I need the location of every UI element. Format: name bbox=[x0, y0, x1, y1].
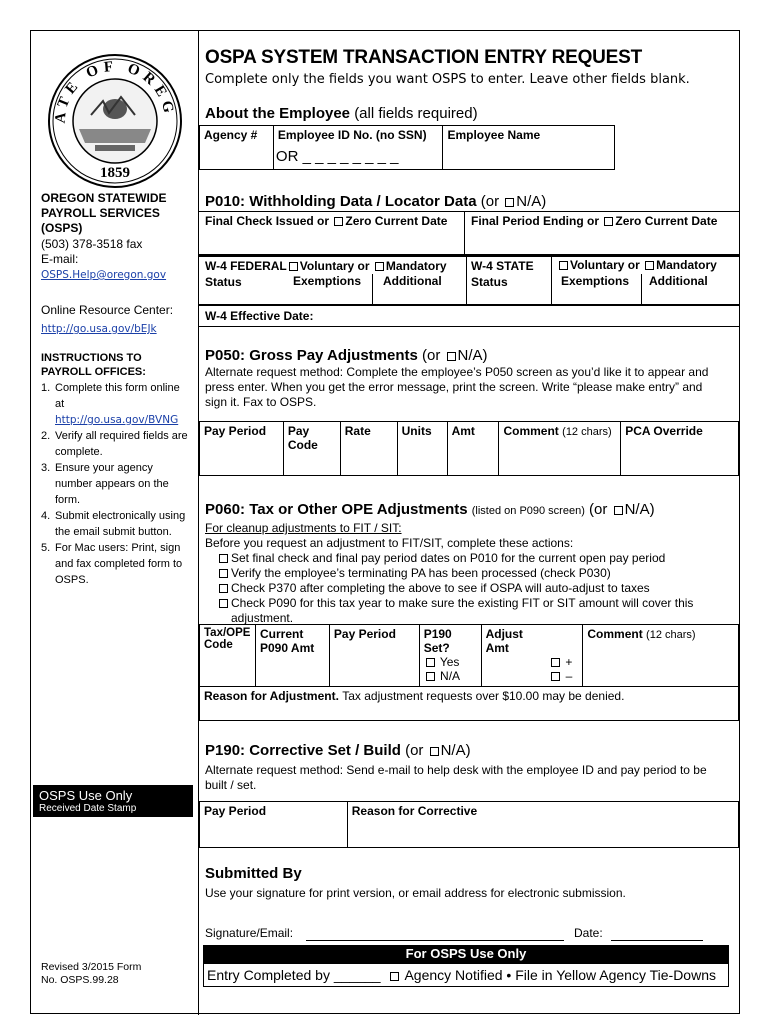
reason-for-adjustment-field[interactable]: Reason for Adjustment. Tax adjustment requests over $10.00 may be denied. bbox=[200, 687, 739, 721]
p050-pay-period-field[interactable]: Pay Period bbox=[200, 422, 284, 476]
p060-pay-period-field[interactable]: Pay Period bbox=[329, 625, 419, 687]
resource-center-link[interactable]: http://go.usa.gov/bEJk bbox=[41, 323, 157, 335]
submitted-by-heading: Submitted By bbox=[205, 865, 302, 882]
org-name-line1: OREGON STATEWIDE bbox=[41, 191, 167, 205]
employee-heading: About the Employee bbox=[205, 105, 351, 122]
p190-yes-checkbox[interactable] bbox=[426, 658, 435, 667]
state-seal-logo bbox=[45, 51, 185, 191]
signature-label: Signature/Email: bbox=[205, 926, 294, 940]
resource-center-label: Online Resource Center: bbox=[41, 303, 174, 317]
p060-before-text: Before you request an adjustment to FIT/SIT, complete these actions: bbox=[205, 536, 574, 550]
for-osps-use-only-banner: For OSPS Use Only bbox=[203, 945, 729, 963]
column-divider bbox=[198, 31, 199, 1015]
p060-cleanup-label: For cleanup adjustments to FIT / SIT: bbox=[205, 521, 402, 535]
p190-instructions: Alternate request method: Send e-mail to help desk with the employee ID and pay period to be built / set. bbox=[205, 763, 707, 792]
p060-current-amt-field[interactable]: Current P090 Amt bbox=[255, 625, 329, 687]
employee-heading-note: (all fields required) bbox=[354, 105, 478, 122]
final-period-label: Final Period Ending or bbox=[471, 214, 600, 228]
osps-use-only-label: OSPS Use Only bbox=[39, 788, 133, 803]
revised-date: Revised 3/2015 Form bbox=[41, 961, 142, 973]
instruction-step: 2. Verify all required fields are complete. bbox=[41, 430, 188, 458]
osps-use-only-box bbox=[33, 785, 193, 817]
p050-units-field[interactable]: Units bbox=[397, 422, 447, 476]
signature-input[interactable] bbox=[306, 926, 564, 941]
file-tie-downs-label: File in Yellow Agency Tie-Downs bbox=[515, 967, 716, 983]
p060-p190-set-field: P190 Set? Yes N/A bbox=[419, 625, 481, 687]
p060-tax-code-field[interactable]: Tax/OPE Code bbox=[200, 625, 256, 687]
federal-exemptions-label: Exemptions bbox=[293, 274, 362, 288]
entry-completed-label: Entry Completed by ______ bbox=[207, 967, 381, 983]
p010-heading: P010: Withholding Data / Locator Data bbox=[205, 193, 477, 210]
instruction-step: 1. Complete this form online at http://go.usa.gov/BVNG bbox=[41, 382, 180, 426]
form-subtitle: Complete only the fields you want OSPS to enter. Leave other fields blank. bbox=[205, 72, 690, 87]
action-checkbox[interactable] bbox=[219, 599, 228, 608]
submitted-by-instructions: Use your signature for print version, or email address for electronic submission. bbox=[205, 886, 626, 900]
or-placeholder: OR _ _ _ _ _ _ _ _ bbox=[275, 148, 399, 165]
federal-voluntary-checkbox[interactable] bbox=[289, 262, 298, 271]
agency-notified-label: Agency Notified bbox=[404, 967, 503, 983]
plus-checkbox[interactable] bbox=[551, 658, 560, 667]
org-name-line3: (OSPS) bbox=[41, 221, 83, 235]
p060-table bbox=[199, 624, 739, 721]
zero-current-date-checkbox-1[interactable] bbox=[334, 217, 343, 226]
minus-checkbox[interactable] bbox=[551, 672, 560, 681]
p050-amt-field[interactable]: Amt bbox=[447, 422, 499, 476]
seal-year: 1859 bbox=[100, 165, 130, 181]
p190-section-na-checkbox[interactable] bbox=[430, 747, 439, 756]
federal-mandatory-checkbox[interactable] bbox=[375, 262, 384, 271]
employee-name-field[interactable]: Employee Name bbox=[443, 126, 615, 170]
online-form-link[interactable]: http://go.usa.gov/BVNG bbox=[55, 414, 179, 426]
employee-id-field[interactable]: Employee ID No. (no SSN) OR _ _ _ _ _ _ _ _ bbox=[273, 126, 443, 170]
email-link[interactable]: OSPS.Help@oregon.gov bbox=[41, 269, 167, 281]
date-input[interactable] bbox=[611, 926, 703, 941]
p060-adjust-amt-field[interactable]: Adjust Amt + – bbox=[481, 625, 583, 687]
zero-current-date-checkbox-2[interactable] bbox=[604, 217, 613, 226]
employee-table bbox=[199, 125, 615, 170]
agency-number-field[interactable]: Agency # bbox=[200, 126, 274, 170]
p190-na-checkbox[interactable] bbox=[426, 672, 435, 681]
p050-heading: P050: Gross Pay Adjustments bbox=[205, 347, 418, 364]
fax-number: (503) 378-3518 fax bbox=[41, 237, 143, 251]
p190-table bbox=[199, 801, 739, 848]
state-mandatory-checkbox[interactable] bbox=[645, 261, 654, 270]
p060-action-list: Set final check and final pay period dates on P010 for the current open pay period Verify the employee’s terminating PA has been processed (check P030) Check P370 after completing the above to see if OSPA will auto-adjust to taxes Check P090 for this tax year to make sure the existing FIT or SIT amount will cover this adjustment. bbox=[217, 551, 727, 626]
action-checkbox[interactable] bbox=[219, 569, 228, 578]
w4-federal-label: W-4 FEDERAL bbox=[205, 259, 287, 273]
p190-reason-field[interactable]: Reason for Corrective bbox=[347, 802, 738, 848]
p050-rate-field[interactable]: Rate bbox=[340, 422, 397, 476]
p190-pay-period-field[interactable]: Pay Period bbox=[200, 802, 348, 848]
federal-status-label: Status bbox=[205, 275, 242, 289]
form-title: OSPA SYSTEM TRANSACTION ENTRY REQUEST bbox=[205, 47, 643, 68]
p050-pay-code-field[interactable]: Pay Code bbox=[283, 422, 340, 476]
p190-heading: P190: Corrective Set / Build bbox=[205, 742, 401, 759]
email-label: E-mail: bbox=[41, 252, 79, 266]
final-check-label: Final Check Issued bbox=[205, 214, 314, 228]
w4-effective-date-label: W-4 Effective Date: bbox=[205, 309, 314, 323]
state-exemptions-label: Exemptions bbox=[561, 274, 630, 288]
p050-na-checkbox[interactable] bbox=[447, 352, 456, 361]
w4-state-label: W-4 STATE bbox=[471, 259, 534, 273]
p010-na-checkbox[interactable] bbox=[505, 198, 514, 207]
p050-pca-override-field[interactable]: PCA Override bbox=[621, 422, 739, 476]
p050-comment-field[interactable]: Comment (12 chars) bbox=[499, 422, 621, 476]
state-additional-label: Additional bbox=[649, 274, 708, 288]
federal-additional-label: Additional bbox=[383, 274, 442, 288]
action-checkbox[interactable] bbox=[219, 554, 228, 563]
p060-comment-field[interactable]: Comment (12 chars) bbox=[583, 625, 739, 687]
form-page: ATE OF OREG 1859 OREGON STATEWIDE PAYROLL SERVICES (OSPS) (503) 378-3518 fax E-mail: OSPS.Help@oregon.gov Online Resource Center: http://go.usa.gov/bEJk INSTRUCTIONS TO PAYROLL OFFICES: 1. Complete this form online at http://go.usa.gov/BVNG 2. Verify all required fields are complete. 3. Ensure your agency number appears on the form. 4. Submit electronically using the email submit button. 5. For Mac users: Print, sign and fax completed form to OSPS. OSPS Use Only Received Date Stamp Revised 3/2015 Form No. OSPS.99.28 OSPA SYSTEM TRANSACTION ENTRY REQUEST Complete only the fields you want OSPS to enter. Leave other fields blank. About the Employee (all fields required) Agency # Employee ID No. (no SSN) OR _ _ _ _ _ _ _ _ Employee Name P010: Withholding Data / Locator Data (or N/A) Final Check Issued or Zero Current Date Final Period Ending or Zero Current Date W-4 FEDERAL Voluntary or Mandatory Status Exemptions Additional W-4 STATE Status Voluntary or Mandatory Exemptions Additional W-4 Effective Date: P050: Gross Pay Adjustments (or N/A) Alternate request method: Complete the employee’s P050 screen as you’d like it to appear and press enter. When you get the error message, print the screen. Write “please make entry” and sign it. Fax to OSPS. Pay Period Pay Code Rate Units Amt Comment (12 chars) PCA Override P060: Tax or Other OPE Adjustments (listed on P090 screen) (or N/A) For cleanup adjustments to FIT / SIT: Before you request an adjustment to FIT/SIT, complete these actions: Set final check and final pay period dates on P010 for the current open pay period Verify the employee’s terminating PA has been processed (check P030) Check P370 after completing the above to see if OSPA will auto-adjust to taxes Check P090 for this tax year to make sure the existing FIT or SIT amount will cover this adjustment. Tax/OPE Code Current P090 Amt Pay Period P190 Set? Yes N/A Adjust Amt + – Comment (12 chars) Reason for Adjustment. Tax adjustment requests over $10.00 may be denied. P190: Corrective Set / Build (or N/A) Alternate request method: Send e-mail to help desk with the employee ID and pay period to be built / set. Pay Period Reason for Corrective Submitted By Use your signature for print version, or email address for electronic submission. Signature/Email: Date: For OSPS Use Only Entry Completed by ______ Agency Notified • File in Yellow Agency Tie-Downs bbox=[30, 30, 740, 1014]
p060-heading: P060: Tax or Other OPE Adjustments bbox=[205, 501, 468, 518]
instructions-heading-line2: PAYROLL OFFICES: bbox=[41, 366, 146, 378]
action-checkbox[interactable] bbox=[219, 584, 228, 593]
instruction-step: 3. Ensure your agency number appears on the form. bbox=[41, 462, 169, 506]
state-voluntary-checkbox[interactable] bbox=[559, 261, 568, 270]
form-number: No. OSPS.99.28 bbox=[41, 974, 119, 986]
p060-na-checkbox[interactable] bbox=[614, 506, 623, 515]
p050-instructions: Alternate request method: Complete the employee’s P050 screen as you’d like it to appear and press enter. When you get the error message, print the screen. Write “please make entry” and sign it. Fax to OSPS. bbox=[205, 365, 709, 409]
instructions-heading-line1: INSTRUCTIONS TO bbox=[41, 352, 142, 364]
received-date-stamp-label: Received Date Stamp bbox=[39, 803, 137, 814]
agency-notified-checkbox[interactable] bbox=[390, 972, 399, 981]
instructions-list bbox=[41, 380, 191, 588]
p010-divider bbox=[464, 211, 465, 255]
p050-table bbox=[199, 421, 739, 476]
seal-top-text: ATE OF OREG bbox=[52, 58, 178, 125]
date-label: Date: bbox=[574, 926, 603, 940]
instruction-step: 4. Submit electronically using the email submit button. bbox=[41, 510, 186, 538]
instruction-step: 5. For Mac users: Print, sign and fax completed form to OSPS. bbox=[41, 542, 183, 586]
org-name-line2: PAYROLL SERVICES bbox=[41, 206, 160, 220]
